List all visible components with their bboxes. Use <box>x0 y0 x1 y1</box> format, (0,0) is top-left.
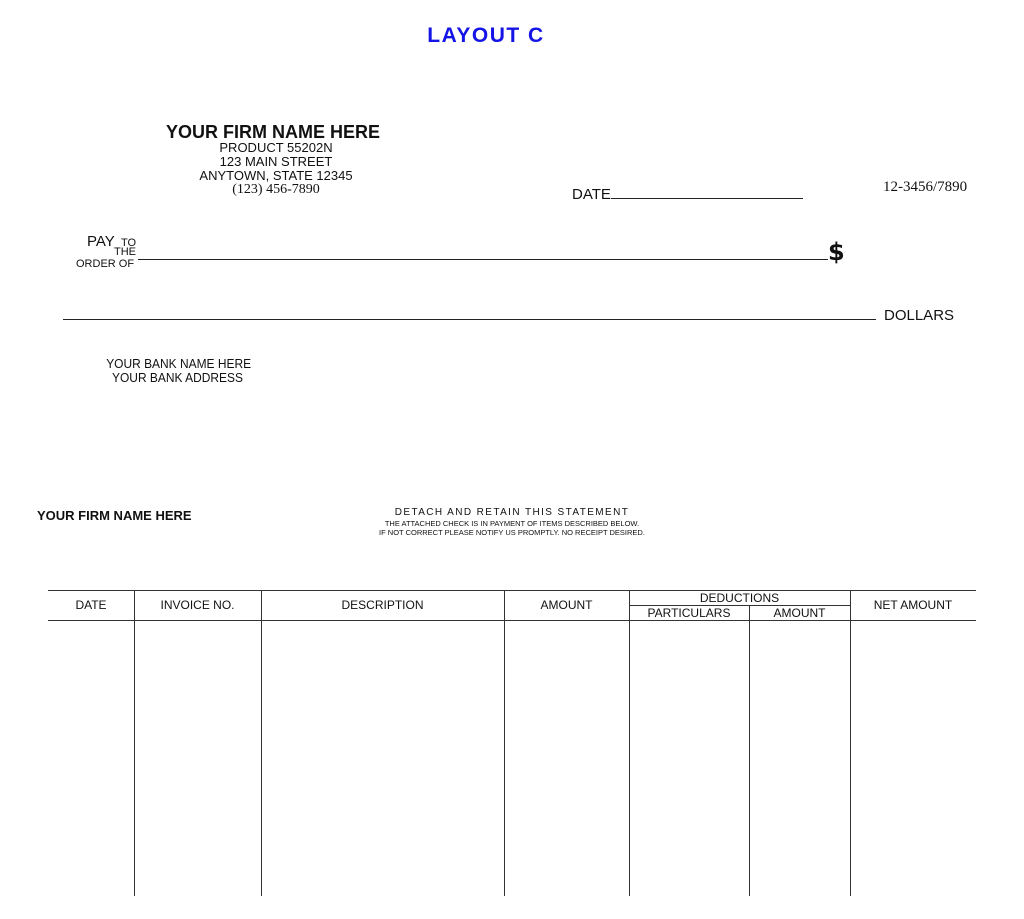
order-of-label: ORDER OF <box>76 258 135 270</box>
dollars-label: DOLLARS <box>884 307 955 324</box>
header-bottom-rule <box>48 620 976 621</box>
column-header-invoice-no: INVOICE NO. <box>160 598 235 612</box>
column-header-net-amount: NET AMOUNT <box>873 598 953 612</box>
date-label: DATE <box>572 186 611 203</box>
firm-street: 123 MAIN STREET <box>219 154 333 169</box>
column-header-deductions: DEDUCTIONS <box>699 591 780 605</box>
column-divider <box>134 590 135 896</box>
stub-note-line-2: IF NOT CORRECT PLEASE NOTIFY US PROMPTLY. NO RECEIPT DESIRED. <box>379 528 645 537</box>
column-divider <box>504 590 505 896</box>
page-title: LAYOUT C <box>427 24 545 47</box>
to-label: TO <box>121 237 137 249</box>
bank-block <box>106 356 252 385</box>
bank-address: YOUR BANK ADDRESS <box>112 370 243 385</box>
amount-words-field[interactable] <box>63 319 876 320</box>
statement-table <box>48 590 976 896</box>
product-number: PRODUCT 55202N <box>219 140 333 155</box>
column-header-description: DESCRIPTION <box>341 598 424 612</box>
column-header-amount: AMOUNT <box>540 598 593 612</box>
firm-address-block <box>185 141 367 197</box>
firm-name: YOUR FIRM NAME HERE <box>166 122 381 142</box>
payee-field[interactable] <box>138 259 828 260</box>
column-header-deduction-amount: AMOUNT <box>773 606 826 620</box>
column-header-particulars: PARTICULARS <box>647 606 731 620</box>
the-label: THE <box>114 246 136 258</box>
date-field[interactable] <box>611 198 803 199</box>
column-header-date: DATE <box>75 598 107 612</box>
pay-label: PAY <box>87 233 115 250</box>
firm-phone: (123) 456-7890 <box>232 182 320 197</box>
stub-firm-name: YOUR FIRM NAME HERE <box>37 508 192 523</box>
stub-note-line-1: THE ATTACHED CHECK IS IN PAYMENT OF ITEMS DESCRIBED BELOW. <box>384 519 640 528</box>
dollar-sign: $ <box>828 238 845 266</box>
firm-city: ANYTOWN, STATE 12345 <box>199 168 353 183</box>
bank-name: YOUR BANK NAME HERE <box>106 356 252 371</box>
detach-instruction: DETACH AND RETAIN THIS STATEMENT <box>394 507 630 518</box>
column-divider <box>261 590 262 896</box>
column-divider <box>850 590 851 896</box>
column-divider <box>749 605 750 896</box>
column-divider <box>629 590 630 896</box>
routing-number: 12-3456/7890 <box>883 179 968 195</box>
